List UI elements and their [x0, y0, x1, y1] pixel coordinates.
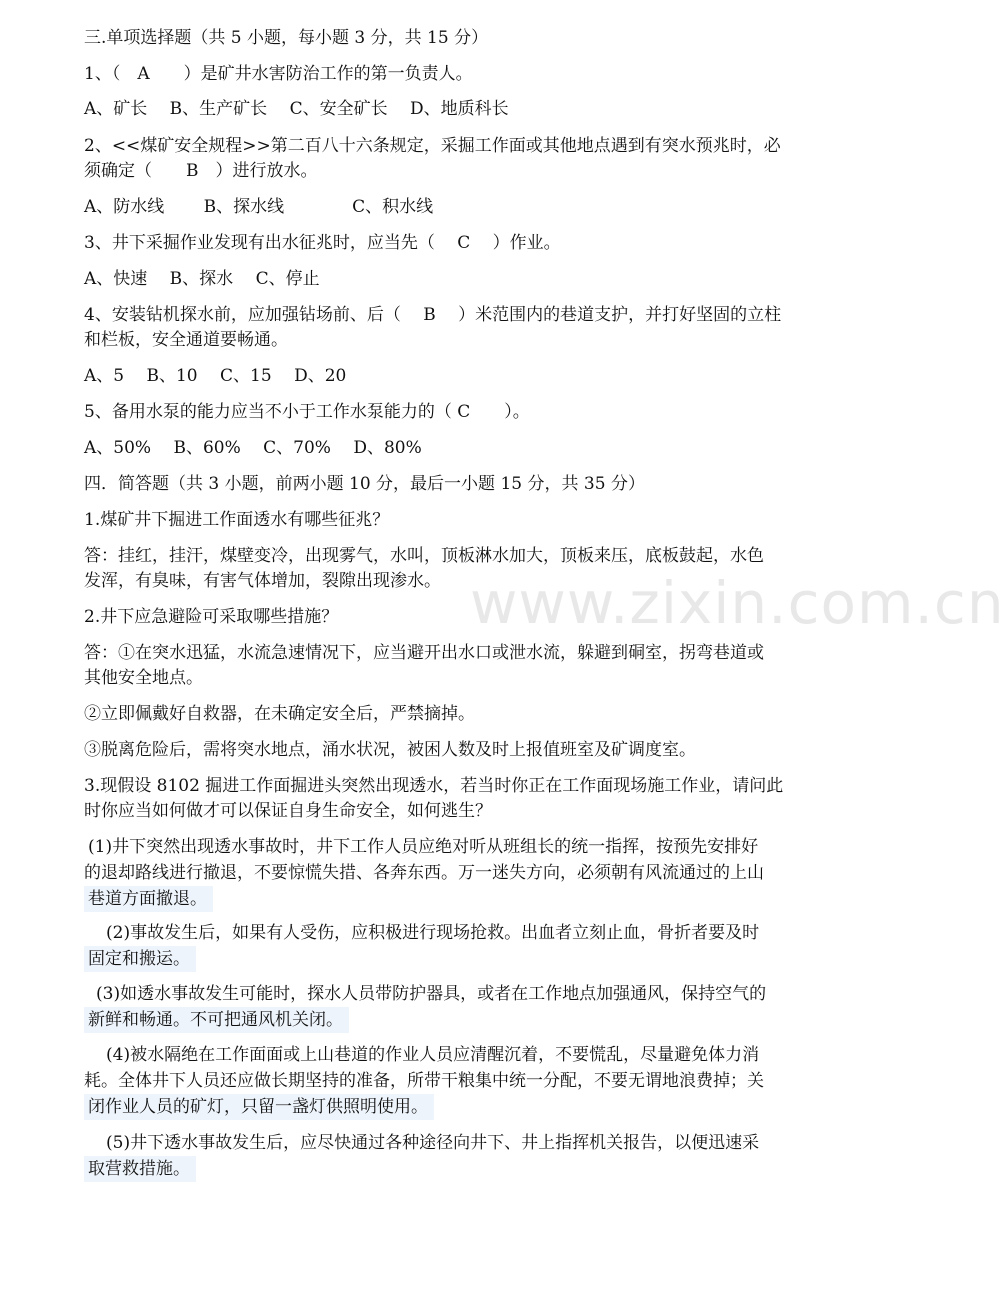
p4-line2: 耗。全体井下人员还应做长期坚持的准备，所带干粮集中统一分配，不要无谓地浪费掉；关	[84, 1071, 764, 1091]
sq2-answer1-line2: 其他安全地点。	[84, 668, 203, 688]
p5-line1: (5)井下透水事故发生后，应尽快通过各种途径向井下、井上指挥机关报告，以便迅速采	[106, 1133, 760, 1153]
q5-options: A、50% B、60% C、70% D、80%	[84, 438, 422, 458]
p1-line3: 巷道方面撤退。	[84, 886, 213, 912]
sq1-answer-line1: 答：挂红，挂汗，煤壁变冷，出现雾气，水叫，顶板淋水加大，顶板来压，底板鼓起，水色	[84, 546, 764, 566]
p5-line2: 取营救措施。	[84, 1156, 196, 1182]
q3-options: A、快速 B、探水 C、停止	[84, 269, 320, 289]
sq3-paragraph-5	[84, 1130, 826, 1182]
p2-line1: (2)事故发生后，如果有人受伤，应积极进行现场抢救。出血者立刻止血，骨折者要及时	[106, 923, 760, 943]
p1-line2: 的退却路线进行撤退，不要惊慌失措、各奔东西。万一迷失方向，必须朝有风流通过的上山	[84, 863, 764, 883]
q3-stem: 3、井下采掘作业发现有出水征兆时，应当先（ C ）作业。	[84, 233, 561, 253]
p1-line1: (1)井下突然出现透水事故时，井下工作人员应绝对听从班组长的统一指挥，按预先安排好	[88, 837, 759, 857]
sq3-question-line1: 3.现假设 8102 掘进工作面掘进头突然出现透水，若当时你正在工作面现场施工作业，请问此	[84, 776, 784, 796]
sq1-question: 1.煤矿井下掘进工作面透水有哪些征兆？	[84, 510, 390, 530]
section4-title: 四．简答题（共 3 小题，前两小题 10 分，最后一小题 15 分，共 35 分）	[84, 474, 645, 494]
p4-line1: (4)被水隔绝在工作面面或上山巷道的作业人员应清醒沉着，不要慌乱，尽量避免体力消	[106, 1045, 760, 1065]
sq3-paragraph-3	[84, 981, 826, 1033]
sq3-paragraph-4	[84, 1042, 826, 1120]
sq3-question-line2: 时你应当如何做才可以保证自身生命安全，如何逃生？	[84, 801, 492, 821]
q2-options: A、防水线 B、探水线 C、积水线	[84, 197, 434, 217]
sq2-question: 2.井下应急避险可采取哪些措施？	[84, 607, 339, 627]
sq2-answer3: ③脱离危险后，需将突水地点，涌水状况，被困人数及时上报值班室及矿调度室。	[84, 740, 696, 760]
q4-stem-line2: 和栏板，安全通道要畅通。	[84, 330, 288, 350]
q2-stem-line2: 须确定（ B ）进行放水。	[84, 161, 318, 181]
sq3-paragraph-1	[84, 834, 826, 912]
p2-line2: 固定和搬运。	[84, 946, 196, 972]
sq2-answer2: ②立即佩戴好自救器，在未确定安全后，严禁摘掉。	[84, 704, 475, 724]
p3-line2: 新鲜和畅通。不可把通风机关闭。	[84, 1007, 349, 1033]
q2-stem-line1: 2、<<煤矿安全规程>>第二百八十六条规定，采掘工作面或其他地点遇到有突水预兆时，必	[84, 136, 781, 156]
sq3-paragraph-2	[84, 920, 826, 972]
p4-line3: 闭作业人员的矿灯，只留一盏灯供照明使用。	[84, 1094, 434, 1120]
p3-line1: (3)如透水事故发生可能时，探水人员带防护器具，或者在工作地点加强通风，保持空气的	[96, 984, 767, 1004]
q1-stem: 1、（ A ）是矿井水害防治工作的第一负责人。	[84, 64, 473, 84]
sq1-answer-line2: 发浑，有臭味，有害气体增加，裂隙出现渗水。	[84, 571, 441, 591]
q4-stem-line1: 4、安装钻机探水前，应加强钻场前、后（ B ）米范围内的巷道支护，并打好坚固的立柱	[84, 305, 782, 325]
q1-options: A、矿长 B、生产矿长 C、安全矿长 D、地质科长	[84, 99, 509, 119]
section3-title: 三.单项选择题（共 5 小题，每小题 3 分，共 15 分）	[84, 28, 489, 48]
q5-stem: 5、备用水泵的能力应当不小于工作水泵能力的（ C ）。	[84, 402, 530, 422]
sq2-answer1-line1: 答：①在突水迅猛，水流急速情况下，应当避开出水口或泄水流，躲避到硐室，拐弯巷道或	[84, 643, 764, 663]
watermark: www.zixin.com.cn	[470, 569, 1005, 637]
q4-options: A、5 B、10 C、15 D、20	[84, 366, 347, 386]
